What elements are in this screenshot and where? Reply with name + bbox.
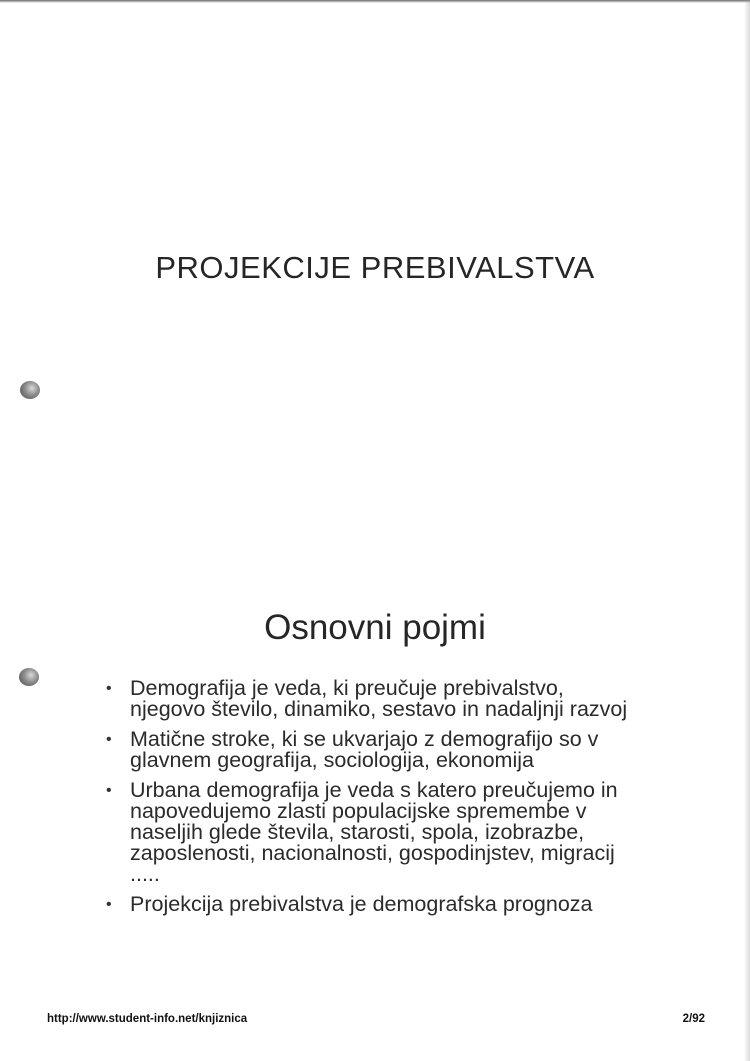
scan-edge-top <box>0 0 750 3</box>
list-item-text: Urbana demografija je veda s katero preučujemo in napovedujemo zlasti populacijske spremembe v naseljih glede števila, starosti, spola, izobrazbe, zaposlenosti, nacionalnosti, gospodinjstev, migracij ..... <box>130 778 618 886</box>
list-item <box>104 780 644 885</box>
bullet-icon: • <box>106 680 112 697</box>
bullet-icon: • <box>106 896 112 913</box>
bullet-icon: • <box>106 731 112 748</box>
footer-link[interactable]: http://www.student-info.net/knjiznica <box>47 1013 248 1025</box>
bullet-icon: • <box>106 782 112 799</box>
list-item-text: Projekcija prebivalstva je demografska prognoza <box>130 892 593 916</box>
list-item <box>104 729 644 771</box>
punch-hole-top <box>20 381 40 399</box>
scan-edge-right <box>744 0 750 1061</box>
list-item <box>104 678 644 720</box>
page-number: 2/92 <box>682 1013 705 1025</box>
list-item-text: Demografija je veda, ki preučuje prebivalstvo, njegovo število, dinamiko, sestavo in nadaljnji razvoj <box>130 676 628 721</box>
bullet-list <box>104 678 644 924</box>
list-item-text: Matične stroke, ki se ukvarjajo z demografijo so v glavnem geografija, sociologija, ekonomija <box>130 727 599 772</box>
page-title: PROJEKCIJE PREBIVALSTVA <box>155 250 595 285</box>
punch-hole-bottom <box>19 668 39 686</box>
list-item <box>104 894 644 915</box>
section-heading: Osnovni pojmi <box>264 608 486 647</box>
